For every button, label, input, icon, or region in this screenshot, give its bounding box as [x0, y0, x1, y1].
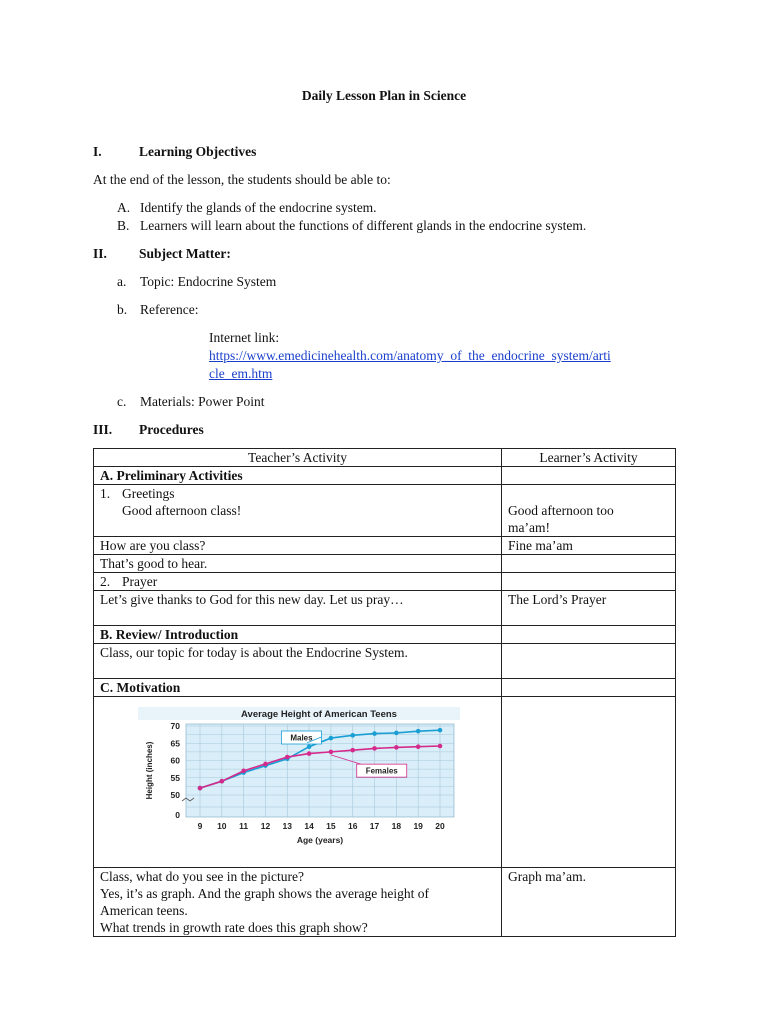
document-title: Daily Lesson Plan in Science: [301, 88, 467, 103]
y-tick-label: 70: [170, 721, 180, 731]
prayer-title: Prayer: [122, 574, 158, 589]
greetings-text: Good afternoon class!: [122, 503, 242, 518]
y-tick-label: 60: [170, 755, 180, 766]
preliminary-activities-heading: A. Preliminary Activities: [94, 467, 502, 485]
reference-link-line2[interactable]: cle_em.htm: [209, 366, 273, 381]
list-marker: 1.: [100, 486, 111, 501]
list-text: Topic: Endocrine System: [140, 274, 277, 289]
x-tick-label: 17: [369, 821, 380, 831]
list-text: Learners will learn about the functions of different glands in the endocrine system.: [140, 218, 587, 233]
question-line2: Yes, it’s as graph. And the graph shows the average height of: [100, 886, 429, 901]
question-response: Graph ma’am.: [502, 868, 676, 937]
review-text-cell: Class, our topic for today is about the Endocrine System.: [94, 644, 502, 679]
x-tick-label: 9: [197, 821, 203, 831]
empty-cell: [502, 644, 676, 679]
objectives-intro: At the end of the lesson, the students should be able to:: [93, 172, 391, 187]
x-tick-label: 19: [413, 821, 423, 831]
table-row: [94, 555, 676, 573]
x-tick-label: 18: [391, 821, 402, 831]
question-line1: Class, what do you see in the picture?: [100, 869, 304, 884]
section-subject-heading: [93, 246, 231, 262]
good-to-hear-cell: That’s good to hear.: [94, 555, 502, 573]
prayer-response: The Lord’s Prayer: [502, 591, 676, 626]
question-line4: What trends in growth rate does this graph show?: [100, 920, 368, 935]
data-point-males: [438, 728, 443, 733]
list-text: Identify the glands of the endocrine system.: [140, 200, 377, 215]
greetings-title: Greetings: [122, 486, 175, 501]
section-objectives-heading: [93, 144, 256, 160]
greetings-response: [502, 485, 676, 537]
y-tick-label: 65: [170, 738, 180, 749]
table-row: [94, 679, 676, 697]
teacher-activity-header: Teacher’s Activity: [94, 449, 502, 467]
table-row: [94, 485, 676, 537]
x-tick-label: 10: [217, 821, 227, 831]
data-point-males: [394, 731, 399, 736]
table-row: [94, 537, 676, 555]
x-tick-label: 15: [326, 821, 336, 831]
legend-label-females: Females: [365, 766, 398, 776]
how-are-you-response: Fine ma’am: [502, 537, 676, 555]
greetings-response-line2: ma’am!: [508, 520, 550, 535]
section-title: Subject Matter:: [139, 246, 231, 261]
chart-title: Average Height of American Teens: [241, 709, 397, 720]
review-heading: B. Review/ Introduction: [94, 626, 502, 644]
table-row: [94, 591, 676, 626]
data-point-males: [350, 733, 355, 738]
data-point-females: [372, 746, 377, 751]
list-marker: A.: [117, 200, 131, 215]
section-number: II.: [93, 246, 107, 261]
section-title: Procedures: [139, 422, 204, 437]
data-point-females: [263, 762, 268, 767]
x-tick-label: 12: [260, 821, 271, 831]
data-point-females: [285, 755, 290, 760]
data-point-males: [307, 744, 312, 749]
prayer-text-cell: Let’s give thanks to God for this new day. Let us pray…: [94, 591, 502, 626]
empty-cell: [502, 697, 676, 868]
empty-cell: [502, 467, 676, 485]
internet-link-label: Internet link:: [209, 330, 280, 345]
x-axis-label: Age (years): [296, 835, 344, 845]
data-point-females: [329, 750, 334, 755]
data-point-females: [220, 779, 225, 784]
legend-label-males: Males: [290, 733, 313, 743]
data-point-males: [329, 736, 334, 741]
section-number: III.: [93, 422, 113, 437]
procedures-table: [93, 448, 676, 937]
y-tick-label: 50: [170, 790, 180, 800]
data-point-females: [416, 744, 421, 749]
list-marker: c.: [117, 394, 127, 409]
x-tick-label: 11: [239, 821, 249, 831]
x-tick-label: 20: [435, 821, 445, 831]
greetings-response-line1: Good afternoon too: [508, 503, 614, 518]
list-text: Materials: Power Point: [140, 394, 265, 409]
x-tick-label: 14: [304, 821, 314, 831]
table-row: [94, 644, 676, 679]
section-number: I.: [93, 144, 102, 159]
data-point-females: [241, 769, 246, 774]
list-marker: B.: [117, 218, 130, 233]
empty-cell: [502, 573, 676, 591]
table-header-row: [94, 449, 676, 467]
list-marker: b.: [117, 302, 128, 317]
height-chart: [138, 707, 460, 855]
data-point-males: [372, 731, 377, 736]
question-line3: American teens.: [100, 903, 188, 918]
y-tick-label: 55: [170, 772, 180, 783]
data-point-females: [438, 744, 443, 749]
empty-cell: [502, 679, 676, 697]
how-are-you-cell: How are you class?: [94, 537, 502, 555]
chart-cell: [94, 697, 502, 868]
motivation-heading: C. Motivation: [94, 679, 502, 697]
x-tick-label: 16: [347, 821, 358, 831]
table-row: [94, 868, 676, 937]
y-tick-label: 0: [175, 810, 180, 820]
list-text: Reference:: [140, 302, 199, 317]
data-point-females: [350, 748, 355, 753]
x-tick-label: 13: [282, 821, 293, 831]
section-procedures-heading: [93, 422, 204, 438]
question-cell: [94, 868, 502, 937]
learner-activity-header: Learner’s Activity: [502, 449, 676, 467]
section-title: Learning Objectives: [139, 144, 257, 159]
list-marker: a.: [117, 274, 127, 289]
y-axis-label: Height (inches): [145, 741, 154, 800]
table-row: [94, 573, 676, 591]
data-point-males: [416, 729, 421, 734]
list-marker: 2.: [100, 574, 111, 589]
table-row: [94, 467, 676, 485]
table-row: [94, 697, 676, 868]
data-point-females: [394, 745, 399, 750]
data-point-females: [198, 786, 203, 791]
prayer-title-cell: [94, 573, 502, 591]
empty-cell: [502, 555, 676, 573]
reference-link-line1[interactable]: https://www.emedicinehealth.com/anatomy_of_the_endocrine_system/arti: [209, 348, 611, 363]
data-point-females: [307, 751, 312, 756]
greetings-cell: [94, 485, 502, 537]
empty-cell: [502, 626, 676, 644]
table-row: [94, 626, 676, 644]
